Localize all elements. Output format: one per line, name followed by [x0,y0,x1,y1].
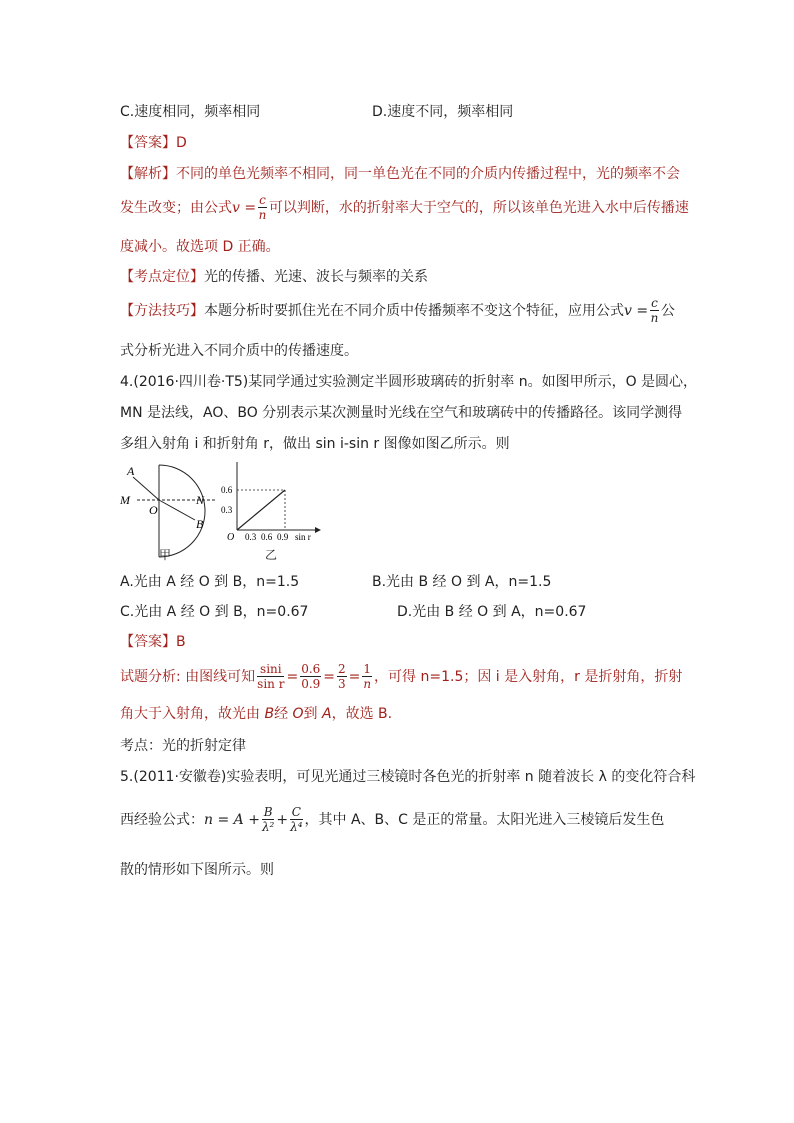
y-tick-0-6: 0.6 [221,485,233,495]
cauchy-fraction-b [262,806,274,834]
q4-answer-line [120,633,186,651]
q4-option-c: C.光由 A 经 O 到 B，n=0.67 [120,604,309,620]
q4-fraction-2 [300,663,321,691]
q4-answer-value: B [176,634,186,650]
q4-fraction-4-num: 1 [363,662,372,676]
formula-v: v = [232,200,257,216]
cauchy-n-eq: n = A + [204,812,260,828]
q4-option-b: B.光由 B 经 O 到 A，n=1.5 [372,574,552,590]
figure-jia [119,464,215,557]
label-n: N [196,493,205,507]
formula-fraction [258,194,267,222]
q5-line-3: 散的情形如下图所示。则 [120,862,274,878]
q5-line-2a: 西经验公式： [120,812,204,828]
analysis-text-2a: 发生改变；由公式 [120,200,232,216]
method-fraction-numerator: c [651,296,658,310]
option-d: D.速度不同，频率相同 [372,104,514,120]
cauchy-c-num: C [291,805,301,819]
method-text-end: 公 [660,303,675,319]
method-text-1: 本题分析时要抓住光在不同介质中传播频率不变这个特征，应用公式 [204,303,624,319]
equals-1: = [286,669,299,685]
q4-analysis-line-1 [120,660,682,694]
cauchy-fraction-c [290,806,302,834]
q4-analysis-2-O: O [292,706,304,722]
x-tick-0-9: 0.9 [277,532,289,542]
cauchy-b-num: B [263,805,273,819]
q4-analysis-2c: 到 [303,706,322,722]
figure-area [115,462,335,562]
x-tick-0-3: 0.3 [245,532,257,542]
q4-answer-tag: 【答案】 [120,634,176,650]
method-tag: 【方法技巧】 [120,303,204,319]
answer-value: D [176,135,187,151]
analysis-text-2b: 可以判断，水的折射率大于空气的，所以该单色光进入水中后传播速 [268,200,689,216]
label-o: O [149,503,158,517]
q5-line-2 [120,798,664,842]
equals-2: = [323,669,336,685]
q4-analysis-prefix: 试题分析: 由图线可知 [120,669,256,685]
cauchy-c-den: λ⁴ [290,820,303,834]
q5-line-2b: ，其中 A、B、C 是正的常量。太阳光进入三棱镜后发生色 [304,812,665,828]
analysis-tag: 【解析】 [120,166,176,182]
q4-fraction-2-den: 0.9 [301,677,321,691]
label-b: B [196,517,204,531]
cauchy-b-den: λ² [261,820,275,834]
q4-fraction-1 [257,663,284,691]
method-formula-v: v = [624,303,649,319]
method-fraction [650,297,659,325]
x-axis-label: sin r [295,532,311,542]
method-line-2: 式分析光进入不同介质中的传播速度。 [120,343,358,359]
kaodian-text: 光的传播、光速、波长与频率的关系 [204,269,428,285]
semicircle-arc [159,465,205,557]
analysis-text-1: 不同的单色光频率不相同，同一单色光在不同的介质内传播过程中，光的频率不会 [176,166,680,182]
answer-tag: 【答案】 [120,135,176,151]
ray-ob [159,500,195,520]
q4-analysis-2b: 经 [274,706,293,722]
q4-analysis-rest: ，可得 n=1.5；因 i 是入射角，r 是折射角，折射 [374,669,683,685]
q4-fraction-3-den: 3 [338,677,346,691]
analysis-line-1 [120,165,680,183]
q5-line-1: 5.(2011·安徽卷)实验表明，可见光通过三棱镜时各色光的折射率 n 随着波长 λ 的变化符合科 [120,769,696,785]
x-tick-0-6: 0.6 [261,532,273,542]
q4-fraction-4-den: n [363,677,372,691]
q4-option-a: A.光由 A 经 O 到 B，n=1.5 [120,574,300,590]
q4-analysis-2a: 角大于入射角，故光由 [120,706,265,722]
ray-ao [133,477,159,500]
q4-analysis-2-B: B [264,706,275,722]
q4-fraction-4 [362,663,372,691]
fraction-denominator: n [258,208,267,222]
q4-line-3: 多组入射角 i 和折射角 r，做出 sin i-sin r 图像如图乙所示。则 [120,436,510,452]
method-line-1 [120,296,675,326]
q4-fraction-2-num: 0.6 [301,662,321,676]
fraction-numerator: c [259,193,266,207]
q4-fraction-3-num: 2 [338,662,346,676]
q4-analysis-2d: ，故选 B. [331,706,393,722]
label-a: A [127,464,135,478]
kaodian-line [120,268,428,286]
caption-yi: 乙 [265,548,278,562]
data-line [237,490,285,530]
cauchy-plus: + [276,812,289,828]
label-m: M [120,493,130,507]
method-fraction-denominator: n [650,311,659,325]
answer-line [120,134,187,152]
q4-fraction-3 [337,663,347,691]
q4-analysis-2-A: A [322,706,332,722]
q4-option-d: D.光由 B 经 O 到 A，n=0.67 [397,604,587,620]
kaodian-tag: 【考点定位】 [120,269,204,285]
q4-fraction-1-num: sini [257,663,284,677]
q4-line-1: 4.(2016·四川卷·T5)某同学通过实验测定半圆形玻璃砖的折射率 n。如图甲所示，O 是圆心， [120,374,698,390]
q4-kaodian: 考点：光的折射定律 [120,738,246,754]
option-c: C.速度相同，频率相同 [120,104,261,120]
y-tick-0-3: 0.3 [221,505,233,515]
analysis-line-2 [120,193,689,223]
analysis-line-3: 度减小。故选项 D 正确。 [120,239,280,255]
q4-fraction-1-den: sin r [257,677,285,691]
figure-yi [221,462,321,543]
caption-jia: 甲 [159,548,172,562]
origin-label: O [227,532,235,543]
equals-3: = [348,669,361,685]
x-axis-arrow [315,527,321,533]
q4-analysis-line-2 [120,705,392,723]
q4-line-2: MN 是法线，AO、BO 分别表示某次测量时光线在空气和玻璃砖中的传播路径。该同学测得 [120,405,683,421]
